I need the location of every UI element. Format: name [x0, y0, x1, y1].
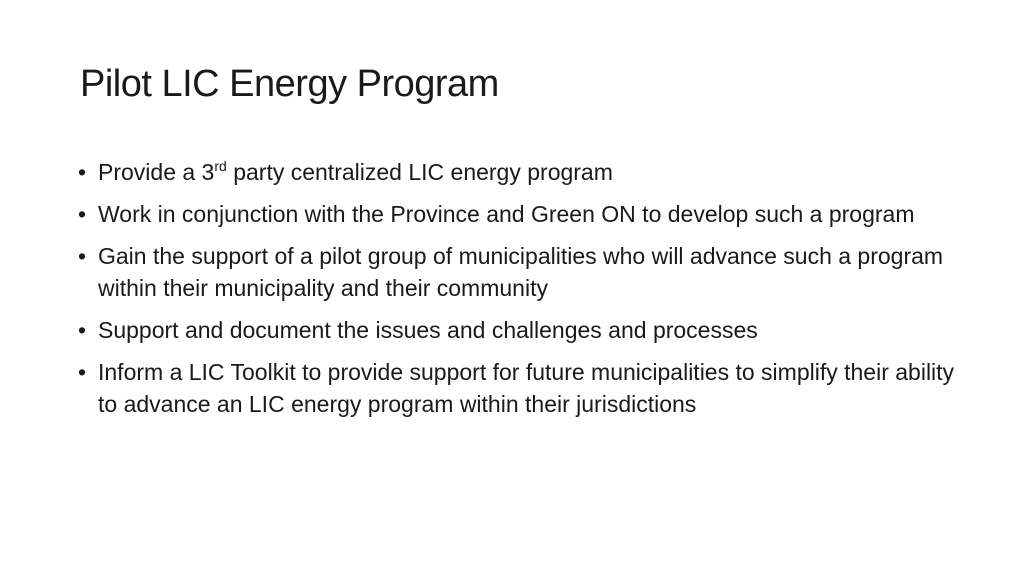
bullet-icon: •: [78, 243, 87, 269]
bullet-text-1-post: party centralized LIC energy program: [226, 159, 613, 185]
bullet-text-1-superscript: rd: [214, 158, 227, 174]
bullet-text-3: Gain the support of a pilot group of municipalities who will advance such a program within their municipality and their community: [98, 243, 944, 301]
bullet-text-4: Support and document the issues and challenges and processes: [98, 317, 758, 343]
bullet-icon: •: [78, 359, 87, 385]
bullet-item-4: [78, 314, 958, 346]
bullet-item-3: [78, 240, 958, 304]
bullet-icon: •: [78, 201, 87, 227]
slide-title: Pilot LIC Energy Program: [80, 63, 499, 105]
bullet-text-2: Work in conjunction with the Province and Green ON to develop such a program: [98, 201, 915, 227]
bullet-item-1: [78, 156, 958, 188]
bullet-icon: •: [78, 317, 87, 343]
bullet-list: [78, 156, 958, 430]
bullet-item-2: [78, 198, 958, 230]
bullet-text-1-pre: Provide a 3: [98, 159, 215, 185]
bullet-icon: •: [78, 159, 87, 185]
bullet-text-5: Inform a LIC Toolkit to provide support for future municipalities to simplify their ability to advance an LIC energy program within their jurisdictions: [98, 359, 955, 417]
bullet-item-5: [78, 356, 958, 420]
